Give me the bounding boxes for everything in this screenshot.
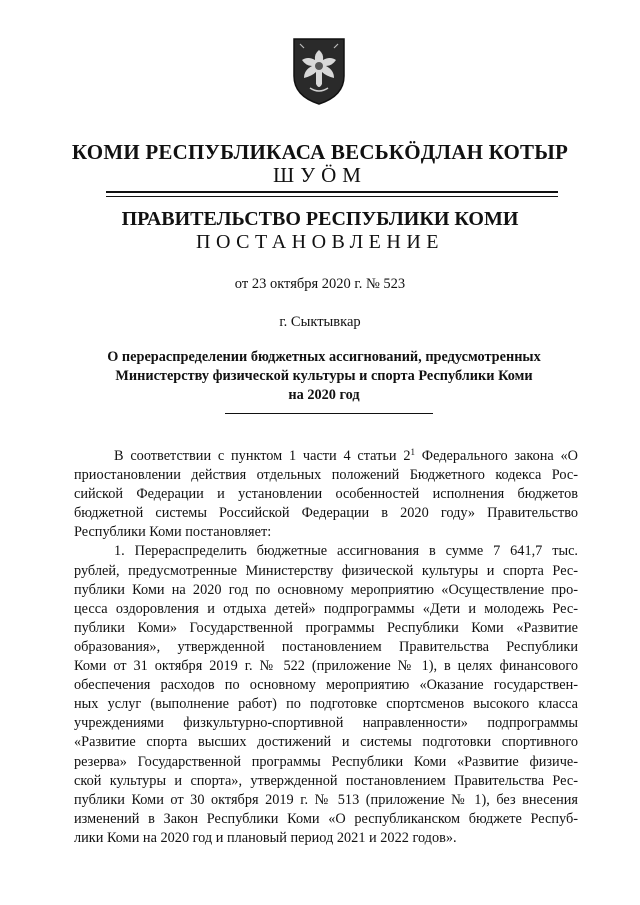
title-line: на 2020 год xyxy=(288,387,360,403)
title-divider xyxy=(225,413,433,414)
body-line: публики Коми» Государственной программы Республики Коми «Развитие xyxy=(74,619,578,636)
komi-government-heading: КОМИ РЕСПУБЛИКАСА ВЕСЬКӦДЛАН КОТЫР xyxy=(71,140,569,164)
decree-city: г. Сыктывкар xyxy=(279,314,361,330)
body-line: обеспечения расходов по основному мероприятию «Оказание государствен- xyxy=(74,677,578,694)
body-line: сийской Федерации и установлении особенностей исполнения бюджетов xyxy=(74,486,578,503)
decree-body xyxy=(74,447,578,848)
body-line: публики Коми на 2020 год по основному мероприятию «Осуществление про- xyxy=(74,581,578,598)
body-line: приостановлении действия отдельных положений Бюджетного кодекса Рос- xyxy=(74,467,578,484)
body-line: В соответствии с пунктом 1 части 4 статьи $2^1$ Федерального закона «О xyxy=(114,447,578,464)
body-line: ных услуг (выполнение работ) по подготовке спортсменов высокого класса xyxy=(74,696,578,713)
title-line: Министерству физической культуры и спорта Республики Коми xyxy=(115,368,533,384)
header-divider-thick xyxy=(106,191,558,193)
body-line: бюджетной системы Российской Федерации в 2020 году» Правительство xyxy=(74,505,578,522)
body-line: лики Коми на 2020 год и плановый период 2021 и 2022 годов». xyxy=(74,829,457,846)
body-line: рублей, предусмотренные Министерству физической культуры и спорта Рес- xyxy=(74,562,578,579)
body-line: ской культуры и спорта», утвержденной постановлением Правительства Рес- xyxy=(74,772,578,789)
body-line: цесса оздоровления и отдыха детей» подпрограммы «Дети и молодежь Рес- xyxy=(74,600,578,617)
decree-title xyxy=(90,348,558,405)
body-line: образования», утвержденной постановлением Правительства Республики xyxy=(74,638,578,655)
body-line: резерва» Государственной программы Республики Коми «Развитие физиче- xyxy=(74,753,578,770)
header-divider-thin xyxy=(106,196,558,197)
body-line: Коми от 31 октября 2019 г. № 522 (приложение № 1), в целях финансового xyxy=(74,658,578,675)
body-line: учреждениями физкультурно-спортивной направленности» подпрограммы xyxy=(74,715,578,732)
title-line: О перераспределении бюджетных ассигнований, предусмотренных xyxy=(107,349,541,365)
coat-of-arms-emblem xyxy=(290,36,348,106)
decree-date-number: от 23 октября 2020 г. № 523 xyxy=(234,276,406,292)
decree-type-heading: ПОСТАНОВЛЕНИЕ xyxy=(196,231,444,253)
body-line: публики Коми от 30 октября 2019 г. № 513 (приложение № 1), без внесения xyxy=(74,791,578,808)
russian-government-heading: ПРАВИТЕЛЬСТВО РЕСПУБЛИКИ КОМИ xyxy=(121,208,519,230)
komi-decree-word: ШУӦМ xyxy=(273,163,367,187)
body-line: 1. Перераспределить бюджетные ассигнования в сумме 7 641,7 тыс. xyxy=(114,543,578,560)
body-line: изменений в Закон Республики Коми «О республиканском бюджете Респуб- xyxy=(74,810,578,827)
body-line: «Развитие спорта высших достижений и системы подготовки спортивного xyxy=(74,734,578,751)
body-line: Республики Коми постановляет: xyxy=(74,524,272,541)
